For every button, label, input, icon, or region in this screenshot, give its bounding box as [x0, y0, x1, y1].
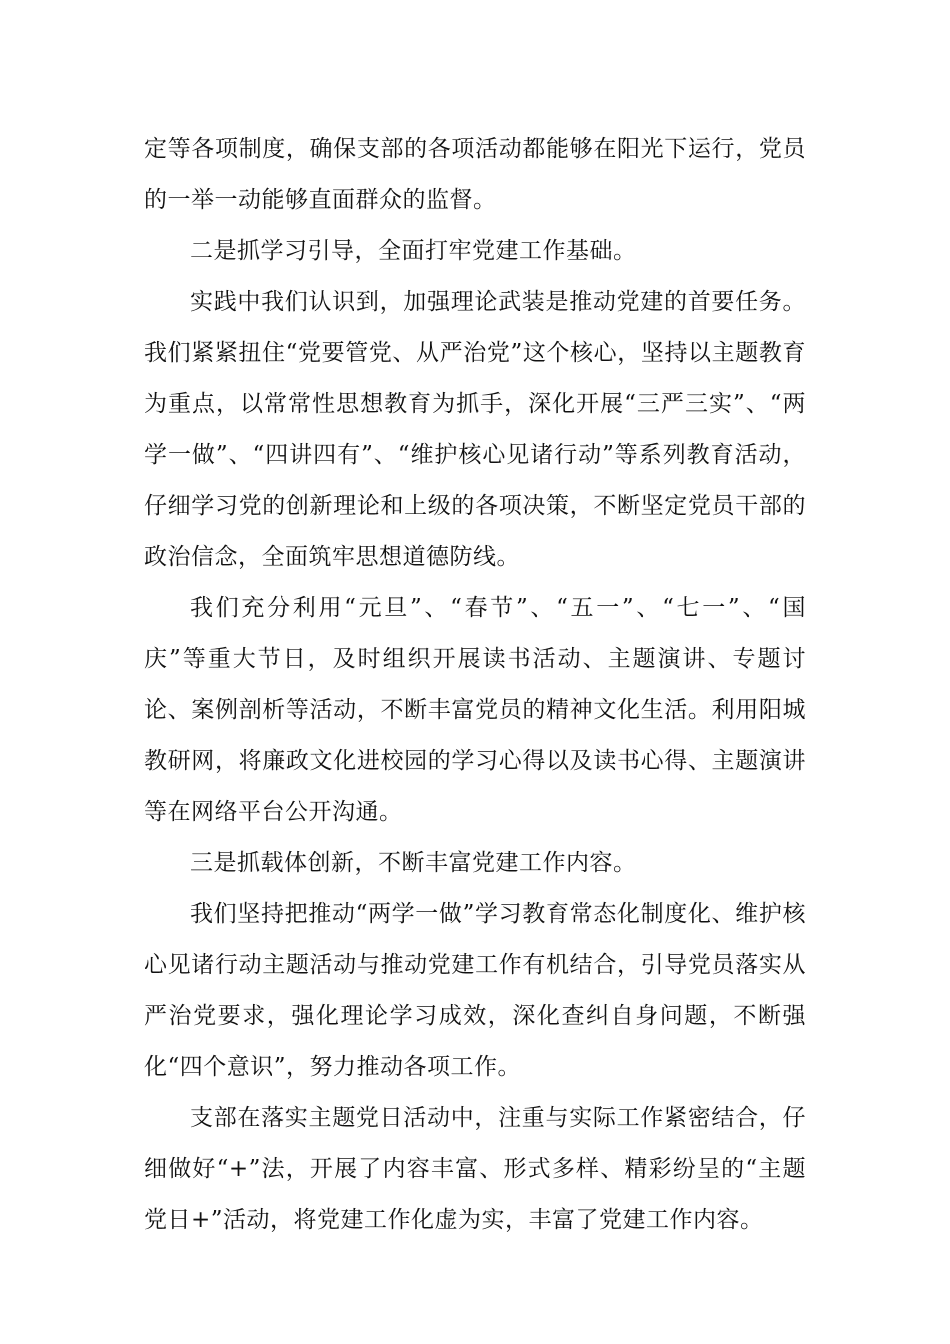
paragraph-continuation: 定等各项制度，确保支部的各项活动都能够在阳光下运行，党员的一举一动能够直面群众的监督。 [144, 136, 806, 213]
document-page [144, 124, 806, 1246]
section-heading-carrier-innovation: 三是抓载体创新，不断丰富党建工作内容。 [190, 850, 637, 876]
section-heading-study-guidance: 二是抓学习引导，全面打牢党建工作基础。 [190, 238, 637, 264]
paragraph-two-studies: 我们坚持把推动“两学一做”学习教育常态化制度化、维护核心见诸行动主题活动与推动党建工作有机结合，引导党员落实从严治党要求，强化理论学习成效，深化查纠自身问题，不断强化“四个意识”，努力推动各项工作。 [144, 901, 806, 1080]
paragraph-festival-activities: 我们充分利用“元旦”、“春节”、“五一”、“七一”、“国庆”等重大节日，及时组织开展读书活动、主题演讲、专题讨论、案例剖析等活动，不断丰富党员的精神文化生活。利用阳城教研网，将廉政文化进校园的学习心得以及读书心得、主题演讲等在网络平台公开沟通。 [144, 595, 806, 825]
paragraph-theory-arming: 实践中我们认识到，加强理论武装是推动党建的首要任务。我们紧紧扭住“党要管党、从严治党”这个核心，坚持以主题教育为重点，以常常性思想教育为抓手，深化开展“三严三实”、“两学一做”、“四讲四有”、“维护核心见诸行动”等系列教育活动，仔细学习党的创新理论和上级的各项决策，不断坚定党员干部的政治信念，全面筑牢思想道德防线。 [144, 289, 806, 570]
paragraph-party-day: 支部在落实主题党日活动中，注重与实际工作紧密结合，仔细做好“+”法，开展了内容丰富、形式多样、精彩纷呈的“主题党日+”活动，将党建工作化虚为实，丰富了党建工作内容。 [144, 1105, 806, 1233]
